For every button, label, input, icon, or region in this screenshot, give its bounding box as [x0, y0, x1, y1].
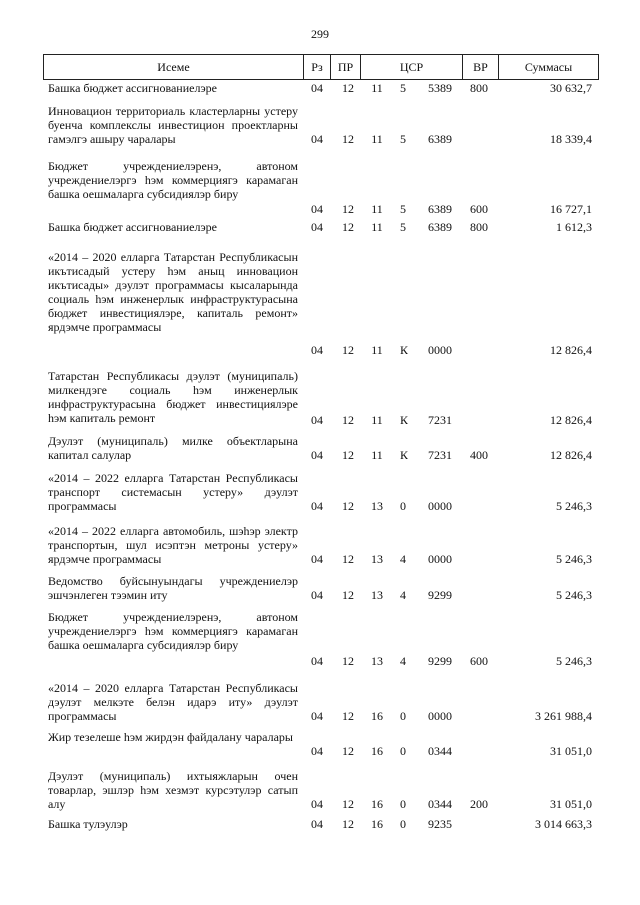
row-sum: 3 014 663,3	[535, 817, 592, 831]
row-csr-1: 11	[371, 220, 383, 234]
row-pr: 12	[342, 220, 354, 234]
row-csr-2: 0	[400, 499, 406, 513]
row-csr-3: 6389	[428, 220, 452, 234]
row-csr-3: 0000	[428, 343, 452, 357]
row-name: Жир тезелеше hэм жирдэн файдалану чаралары	[48, 730, 293, 744]
row-rz: 04	[311, 448, 323, 462]
table-row	[0, 359, 640, 429]
row-pr: 12	[342, 413, 354, 427]
table-row	[0, 812, 640, 836]
row-rz: 04	[311, 499, 323, 513]
row-csr-2: 4	[400, 654, 406, 668]
row-pr: 12	[342, 132, 354, 146]
row-csr-2: 0	[400, 709, 406, 723]
header-rz: Рз	[304, 55, 331, 79]
row-rz: 04	[311, 709, 323, 723]
row-name: Ведомство буйсынуындагы учреждениелэр эшчэнлеген тээмин иту	[48, 574, 298, 602]
row-name: «2014 – 2020 елларга Татарстан Республикасы дэулэт мелкэте белэн идарэ иту» дэулэт программасы	[48, 681, 298, 723]
row-name: Бюджет учреждениелэренэ, автоном учреждениелэргэ hэм коммерциягэ карамаган башка оешмаларга субсидиялэр биру	[48, 610, 298, 652]
row-csr-3: 7231	[428, 413, 452, 427]
row-sum: 31 051,0	[550, 744, 592, 758]
row-pr: 12	[342, 797, 354, 811]
row-rz: 04	[311, 343, 323, 357]
table-row	[0, 237, 640, 359]
row-rz: 04	[311, 132, 323, 146]
row-csr-1: 16	[371, 744, 383, 758]
table-row	[0, 604, 640, 673]
row-vr: 600	[470, 202, 488, 216]
table-body	[0, 80, 640, 836]
row-pr: 12	[342, 817, 354, 831]
row-sum: 16 727,1	[550, 202, 592, 216]
row-csr-3: 0344	[428, 744, 452, 758]
row-vr: 200	[470, 797, 488, 811]
table-row	[0, 80, 640, 96]
table-row	[0, 429, 640, 465]
row-rz: 04	[311, 220, 323, 234]
row-csr-1: 13	[371, 552, 383, 566]
row-pr: 12	[342, 81, 354, 95]
row-pr: 12	[342, 202, 354, 216]
table-row	[0, 761, 640, 812]
row-name: «2014 – 2020 елларга Татарстан Республикасын икътисадый устеру hэм аныц инновацион икътисады» дэулэт программасы кысаларында социаль hэм инженерлык инфраструктурасына бюджет инвестициялэре, капиталь ремонт» ярдэмче программасы	[48, 250, 298, 334]
row-sum: 5 246,3	[556, 588, 592, 602]
row-csr-2: 4	[400, 588, 406, 602]
header-name: Исеме	[44, 55, 304, 79]
table-row	[0, 148, 640, 217]
row-name: «2014 – 2022 елларга автомобиль, шэhэр электр транспортын, шул исэптэн метроны устеру» ярдэмче программасы	[48, 524, 298, 566]
row-rz: 04	[311, 81, 323, 95]
row-csr-1: 11	[371, 202, 383, 216]
row-csr-1: 13	[371, 499, 383, 513]
row-csr-3: 0000	[428, 709, 452, 723]
row-sum: 30 632,7	[550, 81, 592, 95]
row-sum: 12 826,4	[550, 413, 592, 427]
table-row	[0, 465, 640, 517]
table-row	[0, 723, 640, 761]
row-csr-3: 9235	[428, 817, 452, 831]
row-rz: 04	[311, 654, 323, 668]
table-row	[0, 96, 640, 148]
table-row	[0, 567, 640, 604]
row-pr: 12	[342, 499, 354, 513]
row-rz: 04	[311, 817, 323, 831]
row-csr-2: 5	[400, 81, 406, 95]
row-rz: 04	[311, 797, 323, 811]
row-rz: 04	[311, 202, 323, 216]
row-csr-1: 13	[371, 588, 383, 602]
row-sum: 18 339,4	[550, 132, 592, 146]
row-sum: 31 051,0	[550, 797, 592, 811]
row-vr: 800	[470, 220, 488, 234]
row-vr: 400	[470, 448, 488, 462]
row-name: Дэулэт (муниципаль) ихтыяжларын очен товарлар, эшлэр hэм хезмэт курсэтулэр сатып алу	[48, 769, 298, 811]
row-name: Дэулэт (муниципаль) милке объектларына капитал салулар	[48, 434, 298, 462]
row-csr-1: 11	[371, 413, 383, 427]
page-number: 299	[311, 27, 329, 41]
row-csr-3: 5389	[428, 81, 452, 95]
row-sum: 5 246,3	[556, 552, 592, 566]
row-csr-3: 6389	[428, 202, 452, 216]
row-csr-1: 11	[371, 132, 383, 146]
row-pr: 12	[342, 654, 354, 668]
row-pr: 12	[342, 552, 354, 566]
row-name: Башка бюджет ассигнованиелэре	[48, 81, 217, 95]
row-csr-2: 4	[400, 552, 406, 566]
row-sum: 5 246,3	[556, 654, 592, 668]
row-csr-2: К	[400, 448, 409, 462]
row-csr-2: К	[400, 413, 409, 427]
header-vr: ВР	[463, 55, 499, 79]
row-csr-1: 13	[371, 654, 383, 668]
row-sum: 12 826,4	[550, 448, 592, 462]
row-pr: 12	[342, 588, 354, 602]
row-pr: 12	[342, 709, 354, 723]
row-csr-2: 0	[400, 797, 406, 811]
row-pr: 12	[342, 343, 354, 357]
row-csr-2: 0	[400, 744, 406, 758]
row-csr-3: 9299	[428, 588, 452, 602]
row-csr-3: 9299	[428, 654, 452, 668]
row-csr-2: 5	[400, 202, 406, 216]
row-csr-3: 0000	[428, 552, 452, 566]
row-pr: 12	[342, 744, 354, 758]
row-name: Татарстан Республикасы дэулэт (муниципаль) милкендэге социаль hэм инженерлык инфраструктурасына бюджет инвестициялэре hэм капиталь ремонт	[48, 369, 298, 425]
row-name: Бюджет учреждениелэренэ, автоном учреждениелэргэ hэм коммерциягэ карамаган башка оешмаларга субсидиялэр биру	[48, 159, 298, 201]
row-sum: 5 246,3	[556, 499, 592, 513]
row-vr: 800	[470, 81, 488, 95]
row-sum: 1 612,3	[556, 220, 592, 234]
row-csr-1: 11	[371, 343, 383, 357]
header-csr: ЦСР	[361, 55, 463, 79]
row-name: «2014 – 2022 елларга Татарстан Республикасы транспорт системасын устеру» дэулэт программасы	[48, 471, 298, 513]
header-sum: Суммасы	[524, 59, 573, 74]
table-row	[0, 673, 640, 723]
row-csr-2: 0	[400, 817, 406, 831]
row-rz: 04	[311, 588, 323, 602]
row-sum: 12 826,4	[550, 343, 592, 357]
row-csr-2: 5	[400, 220, 406, 234]
row-csr-2: К	[400, 343, 409, 357]
row-pr: 12	[342, 448, 354, 462]
row-name: Инновацион территориаль кластерларны устеру буенча комплекслы инвестицион проектларны гамэлгэ ашыру чаралары	[48, 104, 298, 146]
row-vr: 600	[470, 654, 488, 668]
row-csr-1: 11	[371, 448, 383, 462]
row-csr-1: 16	[371, 709, 383, 723]
row-csr-3: 7231	[428, 448, 452, 462]
table-row	[0, 517, 640, 567]
row-name: Башка бюджет ассигнованиелэре	[48, 220, 217, 234]
row-csr-1: 16	[371, 817, 383, 831]
row-rz: 04	[311, 744, 323, 758]
row-csr-2: 5	[400, 132, 406, 146]
row-sum: 3 261 988,4	[535, 709, 592, 723]
header-pr: ПР	[331, 55, 361, 79]
table-row	[0, 217, 640, 237]
row-csr-1: 16	[371, 797, 383, 811]
row-csr-3: 0344	[428, 797, 452, 811]
table-header	[43, 54, 599, 80]
row-rz: 04	[311, 413, 323, 427]
row-name: Башка тулэулэр	[48, 817, 128, 831]
row-csr-1: 11	[371, 81, 383, 95]
row-csr-3: 0000	[428, 499, 452, 513]
row-rz: 04	[311, 552, 323, 566]
row-csr-3: 6389	[428, 132, 452, 146]
